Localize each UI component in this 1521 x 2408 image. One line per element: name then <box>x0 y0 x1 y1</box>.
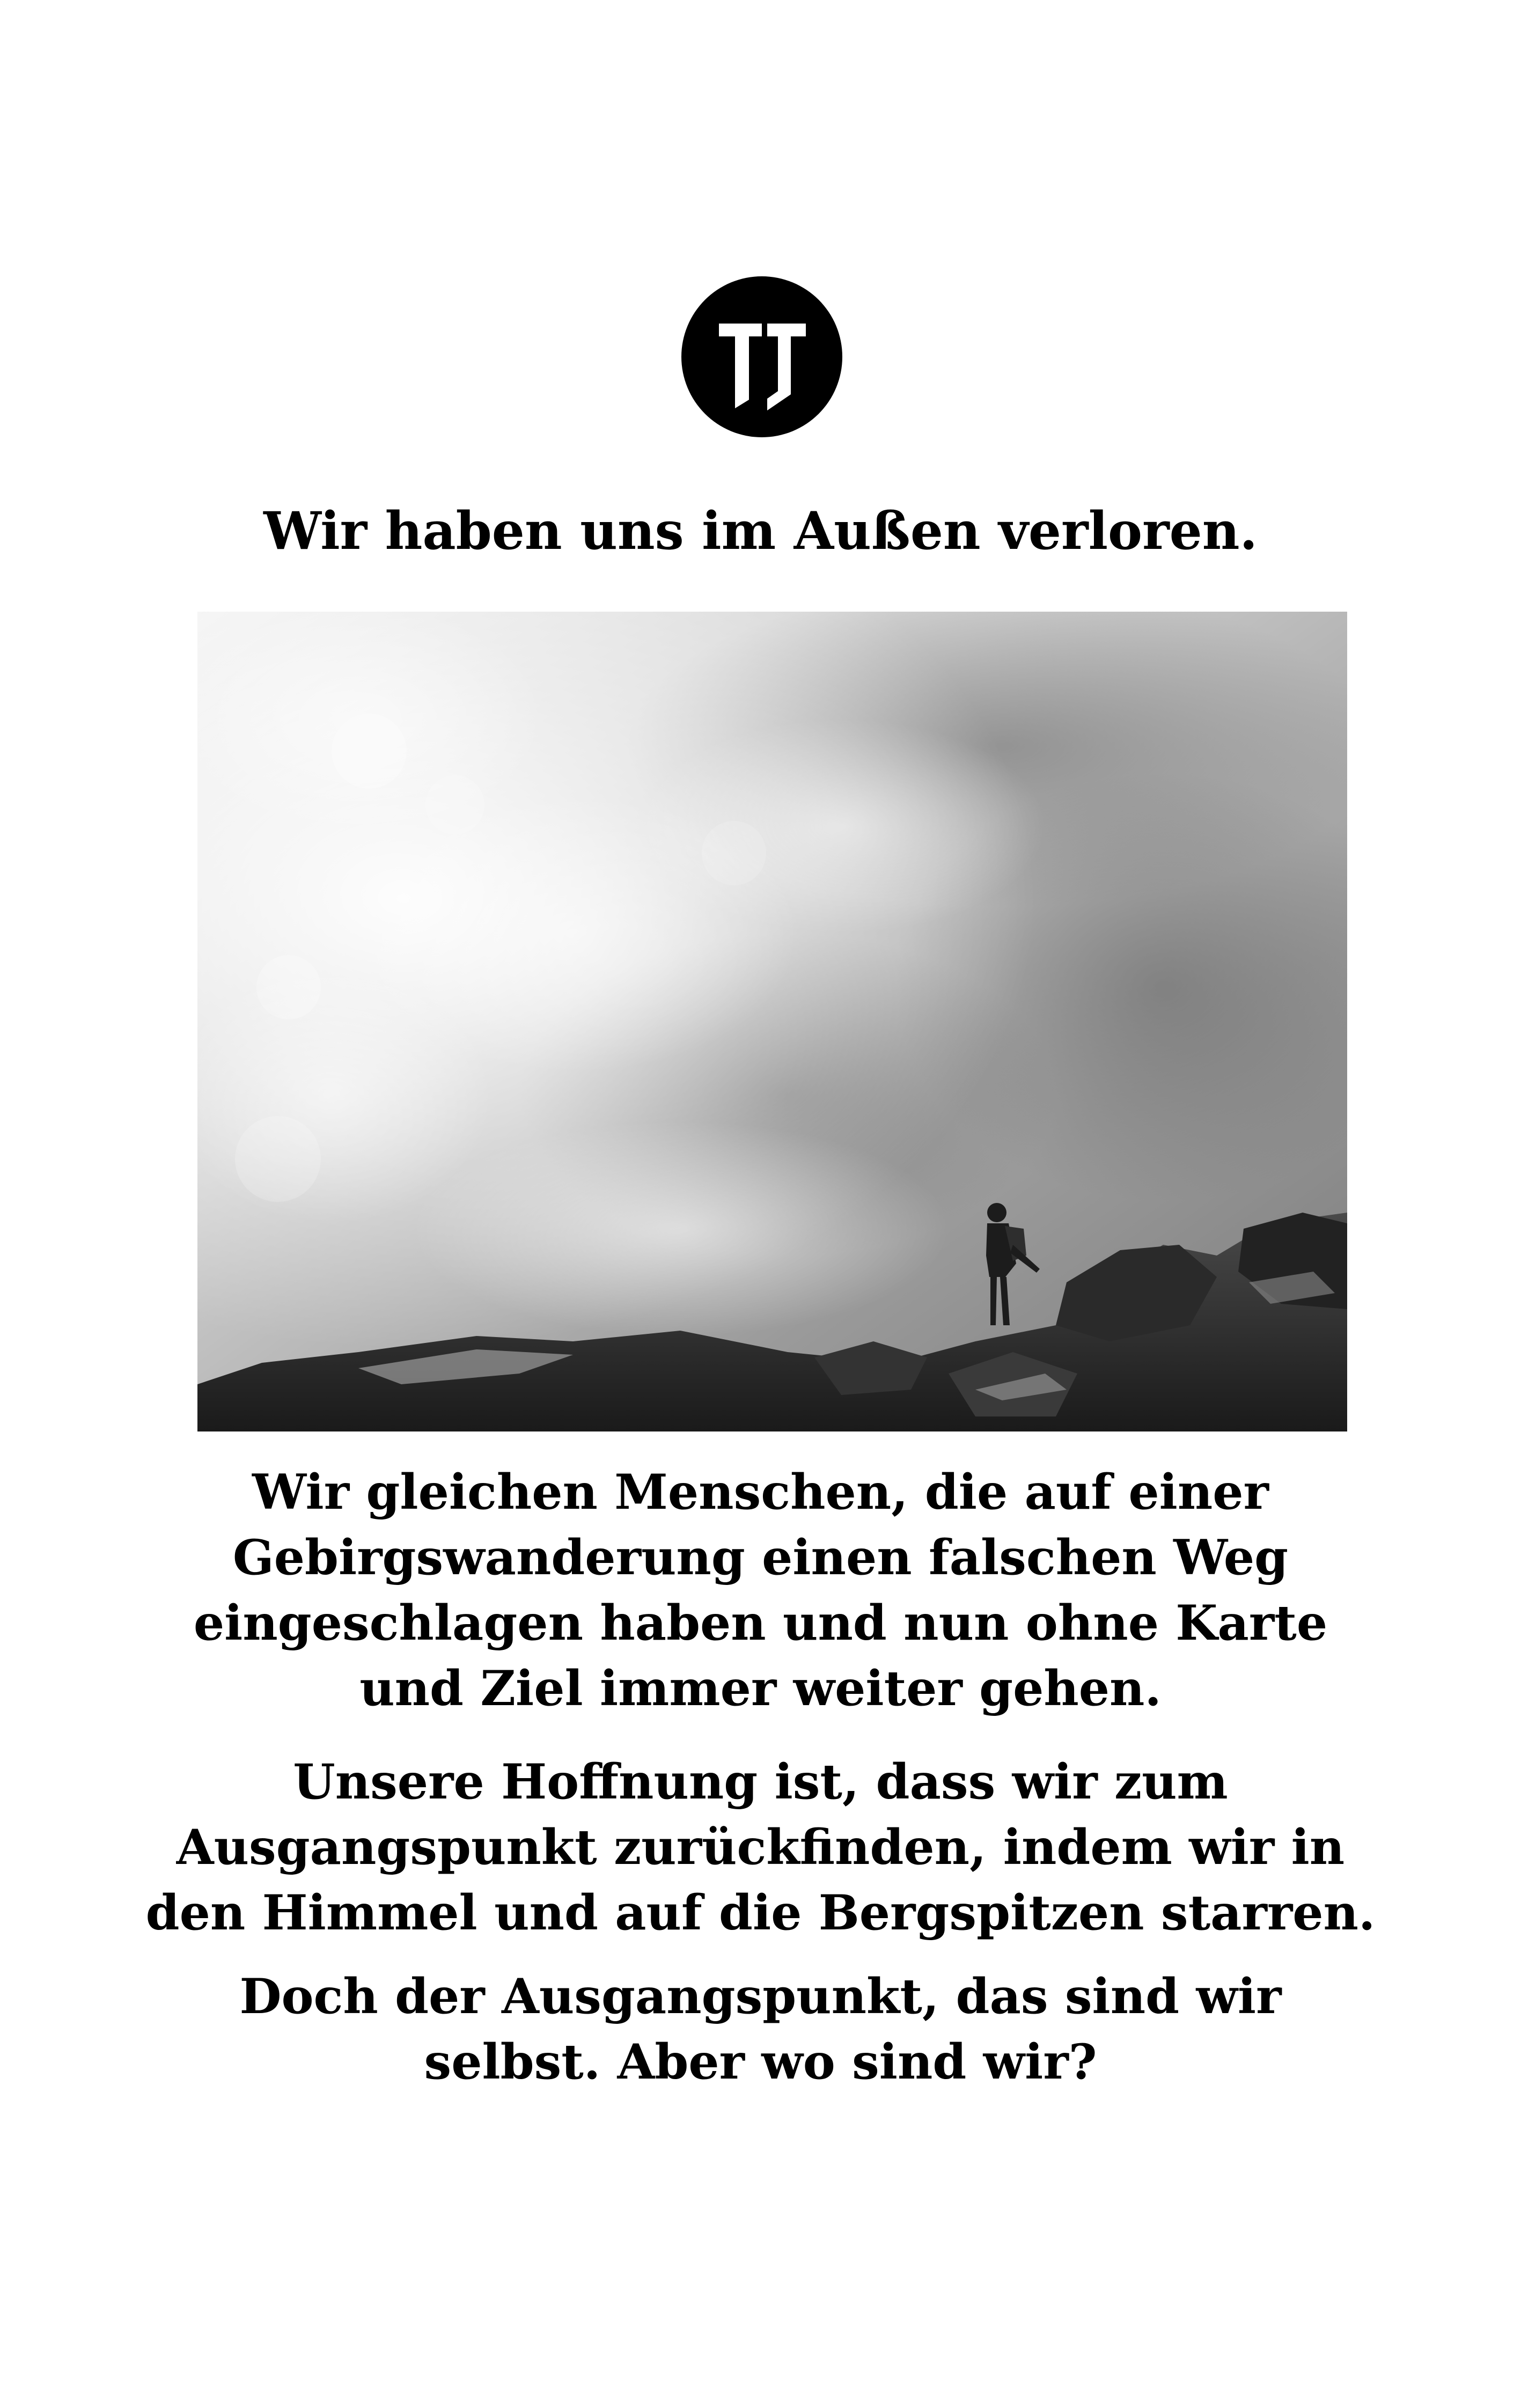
paragraph-line: eingeschlagen haben und nun ohne Karte <box>193 1595 1328 1651</box>
paragraph-line: Doch der Ausgangspunkt, das sind wir <box>239 1968 1282 2025</box>
paragraph-line: Gebirgswanderung einen falschen Weg <box>232 1529 1289 1586</box>
publisher-logo-icon <box>681 276 842 437</box>
paragraph-line: den Himmel und auf die Bergspitzen starren. <box>145 1884 1376 1941</box>
paragraph-line: Unsere Hoffnung ist, dass wir zum <box>293 1753 1228 1810</box>
paragraph-line: selbst. Aber wo sind wir? <box>424 2033 1097 2090</box>
mountain-fog-photo <box>197 612 1347 1431</box>
paragraph-line: Ausgangspunkt zurückfinden, indem wir in <box>176 1819 1345 1876</box>
paragraph-2 <box>0 1749 1521 1946</box>
paragraph-line: Wir gleichen Menschen, die auf einer <box>252 1464 1269 1521</box>
paragraph-line: und Ziel immer weiter gehen. <box>359 1660 1162 1717</box>
paragraph-3 <box>0 1964 1521 2095</box>
paragraph-1 <box>0 1459 1521 1721</box>
page-title: Wir haben uns im Außen verloren. <box>263 501 1258 561</box>
